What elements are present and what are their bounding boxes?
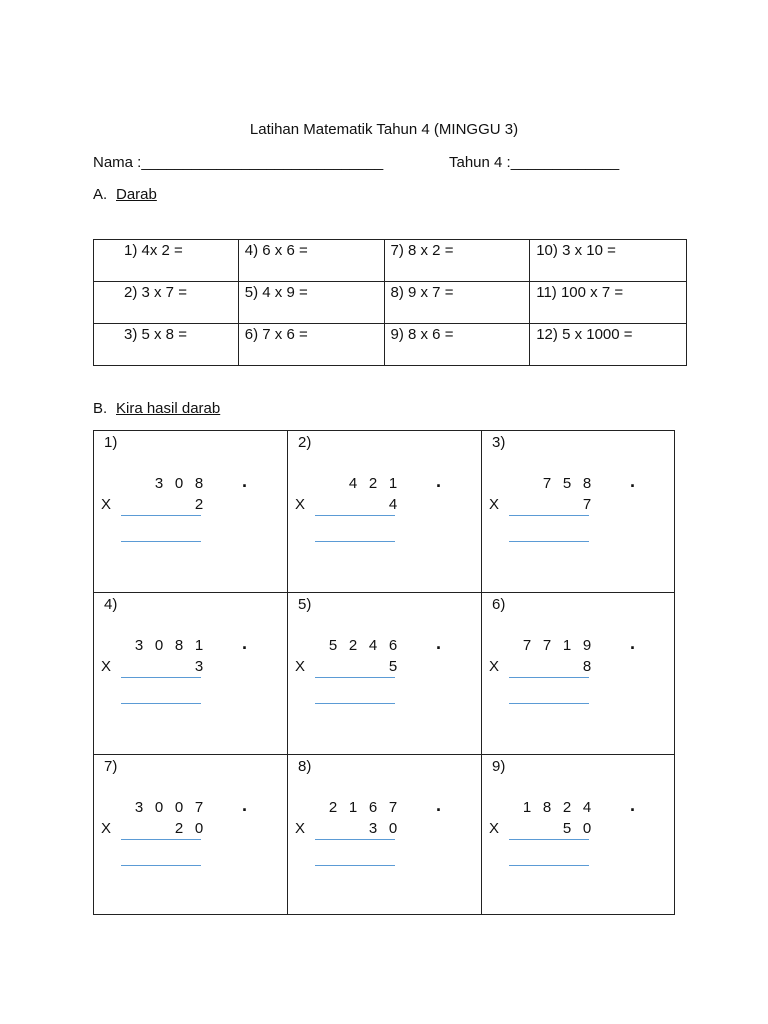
multiplicand	[129, 637, 209, 654]
digit: 5	[562, 475, 572, 492]
digit: 8	[194, 475, 204, 492]
table-cell: 11) 100 x 7 =	[530, 282, 687, 324]
multiplicand	[517, 475, 597, 492]
digit: 2	[174, 820, 184, 837]
answer-line	[509, 515, 589, 516]
digit: 0	[174, 475, 184, 492]
multiplication-table	[93, 239, 687, 366]
multiply-symbol: X	[489, 658, 500, 675]
digit: 0	[388, 820, 398, 837]
worksheet-title: Latihan Matematik Tahun 4 (MINGGU 3)	[249, 121, 519, 138]
dot-mark: .	[242, 795, 248, 815]
answer-line	[121, 839, 201, 840]
answer-line	[509, 541, 589, 542]
digit: 1	[562, 637, 572, 654]
problem-cell	[94, 431, 288, 593]
digit: 0	[154, 799, 164, 816]
digit: 4	[388, 496, 398, 513]
multiply-symbol: X	[295, 496, 306, 513]
digit: 6	[388, 637, 398, 654]
digit: 1	[348, 799, 358, 816]
digit: 2	[194, 496, 204, 513]
digit: 7	[582, 496, 592, 513]
digit: 3	[154, 475, 164, 492]
problem-number: 8)	[298, 758, 312, 775]
digit: 1	[194, 637, 204, 654]
multiplier	[517, 496, 597, 513]
digit: 8	[174, 637, 184, 654]
multiply-symbol: X	[295, 820, 306, 837]
table-cell: 5) 4 x 9 =	[238, 282, 384, 324]
section-b-letter: B.	[93, 400, 108, 417]
digit: 3	[368, 820, 378, 837]
table-row	[94, 324, 687, 366]
dot-mark: .	[436, 633, 442, 653]
problem-cell	[288, 593, 482, 755]
multiplier	[129, 496, 209, 513]
problem-number: 5)	[298, 596, 312, 613]
multiply-symbol: X	[101, 820, 112, 837]
table-cell: 12) 5 x 1000 =	[530, 324, 687, 366]
digit: 8	[582, 658, 592, 675]
multiplier	[323, 820, 403, 837]
digit: 5	[328, 637, 338, 654]
section-b-heading	[93, 400, 220, 417]
answer-line	[121, 865, 201, 866]
multiplier	[517, 658, 597, 675]
multiply-symbol: X	[101, 658, 112, 675]
multiplicand	[517, 637, 597, 654]
multiplicand	[323, 475, 403, 492]
dot-mark: .	[436, 471, 442, 491]
table-cell: 2) 3 x 7 =	[94, 282, 239, 324]
problem-number: 4)	[104, 596, 118, 613]
name-field-label: Nama :_____________________________	[93, 154, 384, 171]
table-cell: 1) 4x 2 =	[94, 240, 239, 282]
section-b-title: Kira hasil darab	[116, 400, 221, 417]
digit: 9	[582, 637, 592, 654]
digit: 0	[194, 820, 204, 837]
problem-cell	[94, 593, 288, 755]
multiplier	[323, 496, 403, 513]
multiply-symbol: X	[489, 496, 500, 513]
digit: 5	[562, 820, 572, 837]
answer-line	[509, 865, 589, 866]
multiply-symbol: X	[489, 820, 500, 837]
digit: 8	[542, 799, 552, 816]
digit: 0	[174, 799, 184, 816]
multiplicand	[323, 637, 403, 654]
problem-cell	[482, 431, 675, 593]
digit: 3	[194, 658, 204, 675]
digit: 4	[368, 637, 378, 654]
digit: 3	[134, 637, 144, 654]
dot-mark: .	[436, 795, 442, 815]
problem-cell	[482, 593, 675, 755]
answer-line	[315, 541, 395, 542]
problem-cell	[288, 755, 482, 915]
problem-cell	[288, 431, 482, 593]
table-row	[94, 240, 687, 282]
year-field-label: Tahun 4 :_____________	[449, 154, 620, 171]
multiplicand	[129, 475, 209, 492]
table-cell: 9) 8 x 6 =	[384, 324, 530, 366]
digit: 2	[328, 799, 338, 816]
multiply-symbol: X	[295, 658, 306, 675]
digit: 8	[582, 475, 592, 492]
multiplier	[129, 820, 209, 837]
digit: 3	[134, 799, 144, 816]
table-cell: 8) 9 x 7 =	[384, 282, 530, 324]
digit: 0	[582, 820, 592, 837]
long-multiplication-grid	[93, 430, 675, 915]
multiplier	[517, 820, 597, 837]
dot-mark: .	[630, 633, 636, 653]
table-row	[94, 282, 687, 324]
answer-line	[315, 865, 395, 866]
table-cell: 10) 3 x 10 =	[530, 240, 687, 282]
digit: 7	[388, 799, 398, 816]
answer-line	[121, 515, 201, 516]
digit: 7	[194, 799, 204, 816]
answer-line	[121, 541, 201, 542]
dot-mark: .	[242, 471, 248, 491]
multiplicand	[323, 799, 403, 816]
section-a-letter: A.	[93, 186, 108, 203]
table-cell: 3) 5 x 8 =	[94, 324, 239, 366]
multiply-symbol: X	[101, 496, 112, 513]
answer-line	[509, 839, 589, 840]
problem-cell	[482, 755, 675, 915]
digit: 7	[522, 637, 532, 654]
table-cell: 7) 8 x 2 =	[384, 240, 530, 282]
table-cell: 4) 6 x 6 =	[238, 240, 384, 282]
dot-mark: .	[630, 795, 636, 815]
answer-line	[315, 839, 395, 840]
digit: 4	[348, 475, 358, 492]
section-a-heading	[93, 186, 157, 203]
digit: 2	[562, 799, 572, 816]
digit: 7	[542, 475, 552, 492]
digit: 4	[582, 799, 592, 816]
answer-line	[121, 703, 201, 704]
problem-number: 2)	[298, 434, 312, 451]
answer-line	[121, 677, 201, 678]
multiplier	[323, 658, 403, 675]
answer-line	[315, 515, 395, 516]
problem-number: 7)	[104, 758, 118, 775]
answer-line	[509, 703, 589, 704]
section-a-title: Darab	[116, 186, 157, 203]
problem-cell	[94, 755, 288, 915]
digit: 2	[368, 475, 378, 492]
multiplicand	[517, 799, 597, 816]
answer-line	[509, 677, 589, 678]
digit: 6	[368, 799, 378, 816]
dot-mark: .	[630, 471, 636, 491]
digit: 1	[522, 799, 532, 816]
digit: 2	[348, 637, 358, 654]
problem-number: 3)	[492, 434, 506, 451]
answer-line	[315, 703, 395, 704]
digit: 5	[388, 658, 398, 675]
multiplier	[129, 658, 209, 675]
problem-number: 9)	[492, 758, 506, 775]
digit: 1	[388, 475, 398, 492]
problem-number: 6)	[492, 596, 506, 613]
digit: 7	[542, 637, 552, 654]
digit: 0	[154, 637, 164, 654]
multiplicand	[129, 799, 209, 816]
problem-number: 1)	[104, 434, 118, 451]
dot-mark: .	[242, 633, 248, 653]
table-cell: 6) 7 x 6 =	[238, 324, 384, 366]
answer-line	[315, 677, 395, 678]
